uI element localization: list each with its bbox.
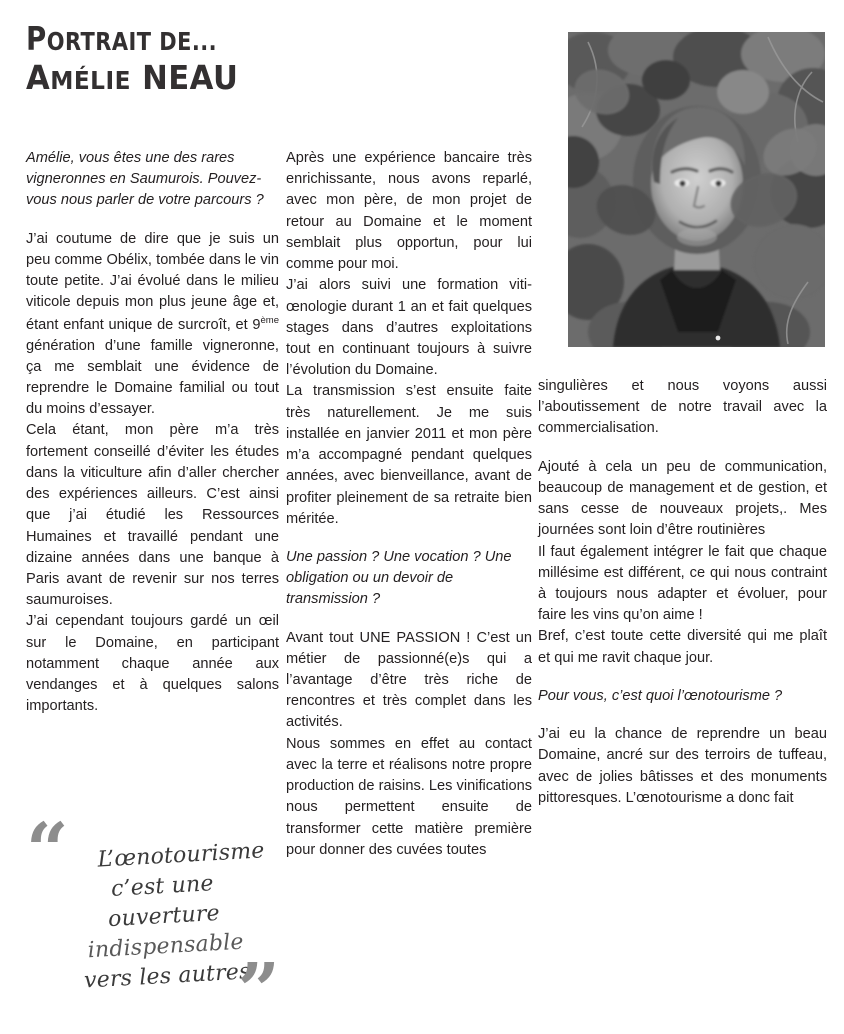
paragraph-spacer — [538, 707, 827, 724]
portrait-photo-graphic — [568, 32, 825, 347]
interview-question-3: Pour vous, c’est quoi l’œnotourisme ? — [538, 687, 783, 704]
interview-question-2: Une passion ? Une vocation ? Une obligation ou un devoir de transmission ? — [286, 548, 512, 608]
quote-open-icon: “ — [26, 808, 69, 894]
pull-quote-line-3: indispensable — [87, 929, 245, 964]
paragraph-c2-p2: J’ai alors suivi une formation viti-œnologie durant 1 an et fait quelques stages dans d’autres exploitations tout en continuant toujours à suivre l’évolution du Domaine. — [286, 277, 532, 379]
text-column-1 — [26, 148, 279, 718]
paragraph-c3-p5: J’ai eu la chance de reprendre un beau Domaine, ancré sur des terroirs de tuffeau, avec de jolies bâtisses et des monuments pittoresques. L’œnotourisme a donc fait — [538, 726, 827, 806]
text-column-3 — [538, 376, 827, 809]
paragraph-c2-p5: Nous sommes en effet au contact avec la terre et réalisons notre propre production de raisins. Les vinifications nous permettent ensuite de transformer cette matière première pour donner des cuvées toutes — [286, 735, 532, 858]
paragraph-spacer — [538, 440, 827, 457]
paragraph-spacer — [538, 669, 827, 686]
paragraph-c2-p3: La transmission s’est ensuite faite très naturellement. Je me suis installée en janvier 2011 et mon père m’a accompagné pendant quelques années, avec bienveillance, avant de profiter pleinement de sa retraite bien méritée. — [286, 383, 532, 527]
pull-quote-line-1: L’œnotourisme — [96, 838, 266, 873]
paragraph-c1-p2: Cela étant, mon père m’a très fortement conseillé d’éviter les études dans la viticulture afin d’aller chercher des expériences ailleurs. C’est ainsi que j’ai étudié les Ressources Humaines et travaillé pendant une dizaine années dans une banque à Paris avant de revenir sur nos terres saumuroises. — [26, 422, 279, 609]
paragraph-c3-p3: Il faut également intégrer le fait que chaque millésime est différent, ce qui nous contraint à toujours nous adapter et évoluer, pour faire les vins qu’on aime ! — [538, 543, 827, 624]
paragraph-c1-p3: J’ai cependant toujours gardé un œil sur le Domaine, en participant notamment chaque année aux vendanges et à quelques salons importants. — [26, 613, 279, 715]
page-title-line-1: PORTRAIT DE... — [26, 19, 218, 58]
ordinal-superscript: ème — [260, 314, 279, 326]
page-title-line-2: AMÉLIE NEAU — [26, 57, 239, 97]
paragraph-spacer — [26, 212, 279, 229]
quote-close-icon: ” — [237, 948, 280, 1034]
paragraph-c3-p4: Bref, c’est toute cette diversité qui me plaît et qui me ravit chaque jour. — [538, 628, 827, 666]
paragraph-c2-p1: Après une expérience bancaire très enrichissante, nous avons reparlé, avec mon père, de mon projet de retour au Domaine et le moment semblait plus opportun, pour lui comme pour moi. — [286, 150, 532, 273]
paragraph-c3-p2: Ajouté à cela un peu de communication, beaucoup de management et de gestion, et sans cesse de nouveaux projets,. Mes journées sont loin d’être routinières — [538, 458, 827, 539]
paragraph-c1-p1 — [26, 229, 279, 421]
pull-quote-line-2: c’est une ouverture — [107, 871, 221, 932]
paragraph-c2-p4: Avant tout UNE PASSION ! C’est un métier de passionné(e)s qui a l’avantage d’être très riche de rencontres et très complet dans les activités. — [286, 629, 532, 731]
interview-question-1: Amélie, vous êtes une des rares vigneronnes en Saumurois. Pouvez-vous nous parler de votre parcours ? — [26, 150, 264, 209]
paragraph-c1-p1-a: J’ai coutume de dire que je suis un peu comme Obélix, tombée dans le vin toute petite. J’ai évolué dans le milieu viticole depuis mon plus jeune âge et, étant enfant unique de surcroît, et 9 — [26, 230, 279, 333]
pull-quote-line-4: vers les autres — [83, 958, 252, 994]
text-column-2 — [286, 148, 532, 861]
paragraph-c3-p1: singulières et nous voyons aussi l’aboutissement de notre travail avec la commercialisation. — [538, 378, 827, 437]
page-title — [26, 19, 446, 97]
paragraph-spacer — [286, 611, 532, 628]
paragraph-spacer — [286, 530, 532, 547]
paragraph-c1-p1-b: génération d’une famille vigneronne, ça me semblait une évidence de reprendre le Domaine familial ou tout du moins d’essayer. — [26, 337, 279, 418]
pull-quote — [20, 808, 282, 1034]
portrait-photo — [568, 32, 825, 347]
